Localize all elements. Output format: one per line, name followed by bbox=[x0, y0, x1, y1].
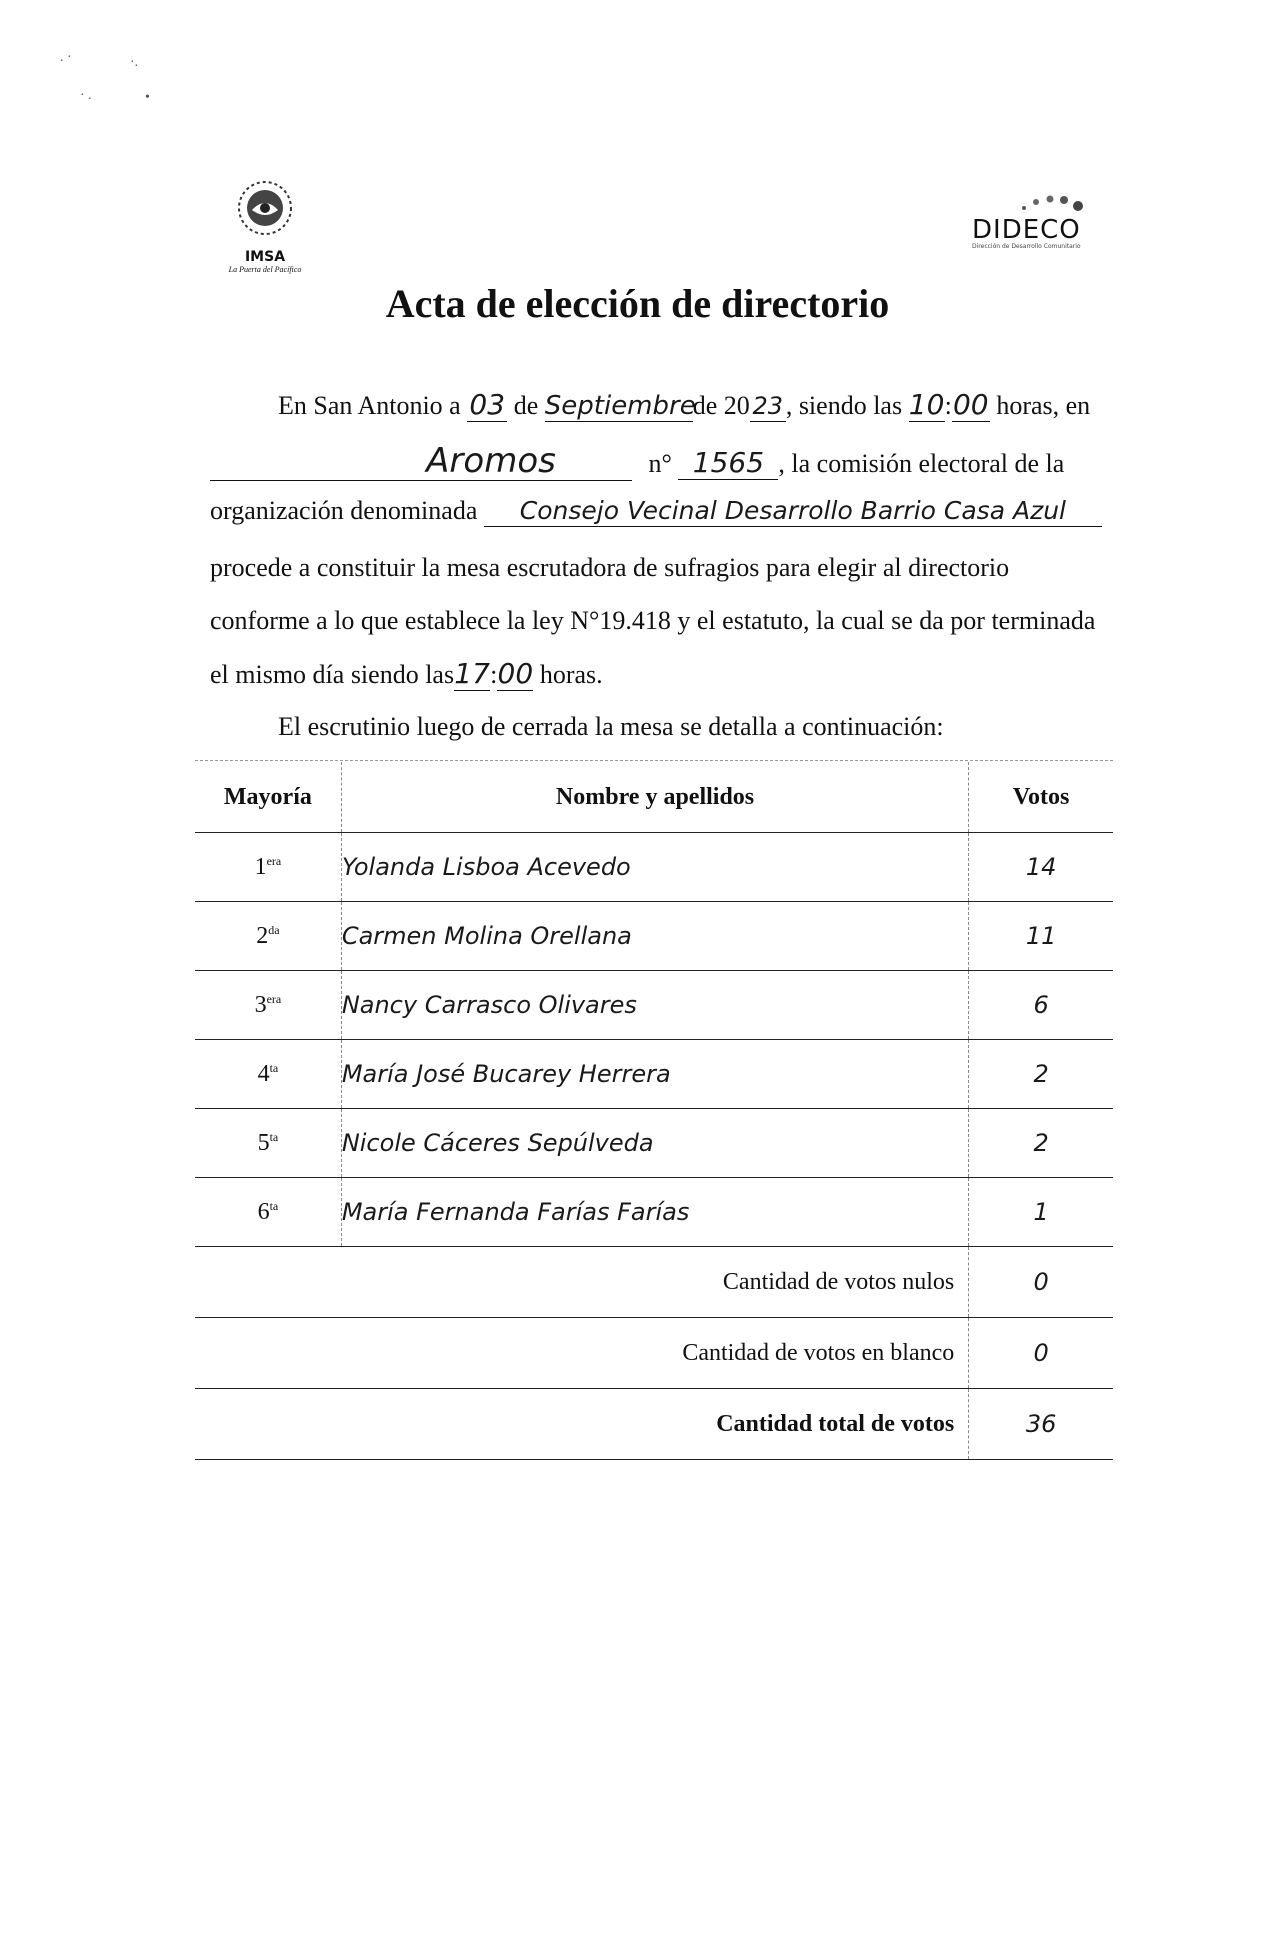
rank-suffix: ta bbox=[269, 1198, 279, 1213]
header-mayoria: Mayoría bbox=[195, 762, 341, 833]
header-votos: Votos bbox=[969, 762, 1113, 833]
minute-value: 00 bbox=[952, 388, 989, 421]
nulos-label: Cantidad de votos nulos bbox=[195, 1247, 969, 1318]
total-value: 36 bbox=[969, 1389, 1113, 1460]
paragraph-line-4: procede a constituir la mesa escrutadora de sufragios para elegir al directorio bbox=[210, 553, 1010, 582]
paragraph-line-7: El escrutinio luego de cerrada la mesa se detalla a continuación: bbox=[278, 712, 944, 741]
text-fragment: de 20 bbox=[692, 391, 750, 420]
header-nombre: Nombre y apellidos bbox=[341, 762, 968, 833]
month-field bbox=[544, 391, 696, 422]
end-hour-value: 17 bbox=[454, 657, 490, 690]
table-header-row bbox=[195, 762, 1113, 833]
candidate-votes: 11 bbox=[969, 902, 1113, 971]
imsa-logo bbox=[210, 178, 320, 273]
rank-cell bbox=[195, 902, 341, 971]
blanco-label: Cantidad de votos en blanco bbox=[195, 1318, 969, 1389]
text-fragment: horas. bbox=[539, 660, 603, 689]
text-fragment: , siendo las bbox=[785, 391, 903, 420]
rank-suffix: ta bbox=[269, 1129, 279, 1144]
hour-value: 10 bbox=[908, 388, 945, 421]
rank-cell bbox=[195, 1109, 341, 1178]
candidate-votes: 14 bbox=[969, 833, 1113, 902]
table-row bbox=[195, 833, 1113, 902]
total-label: Cantidad total de votos bbox=[195, 1389, 969, 1460]
address-number-value: 1565 bbox=[692, 446, 765, 479]
candidate-votes: 1 bbox=[969, 1178, 1113, 1247]
scan-speck: • bbox=[145, 90, 150, 105]
total-row bbox=[195, 1389, 1113, 1460]
scan-speck: ·. bbox=[130, 55, 139, 70]
rank-suffix: era bbox=[266, 991, 282, 1006]
end-minute-value: 00 bbox=[497, 657, 534, 690]
scan-speck: · . bbox=[80, 88, 92, 103]
rank-suffix: era bbox=[266, 853, 282, 868]
table-row bbox=[195, 902, 1113, 971]
dideco-dots-icon bbox=[972, 190, 1092, 212]
candidate-votes: 2 bbox=[969, 1109, 1113, 1178]
organization-field bbox=[484, 497, 1102, 527]
table-row bbox=[195, 971, 1113, 1040]
dideco-logo bbox=[972, 190, 1092, 265]
blanco-row bbox=[195, 1318, 1113, 1389]
imsa-emblem-icon bbox=[210, 178, 320, 248]
rank-cell bbox=[195, 833, 341, 902]
rank-number: 4 bbox=[257, 1060, 270, 1087]
table-top-rule bbox=[195, 760, 1113, 761]
text-fragment: En San Antonio a bbox=[278, 391, 461, 420]
table-row bbox=[195, 1040, 1113, 1109]
table-row bbox=[195, 1178, 1113, 1247]
rank-number: 6 bbox=[257, 1198, 270, 1225]
nulos-row bbox=[195, 1247, 1113, 1318]
imsa-logo-text: IMSA bbox=[244, 249, 286, 265]
hour-field bbox=[909, 390, 945, 422]
imsa-logo-motto: La Puerta del Pacífico bbox=[228, 265, 302, 274]
scan-speck: . · bbox=[60, 50, 72, 65]
day-value: 03 bbox=[469, 388, 506, 421]
rank-suffix: da bbox=[268, 922, 280, 937]
candidate-name: María Fernanda Farías Farías bbox=[341, 1178, 968, 1247]
page-title: Acta de elección de directorio bbox=[385, 281, 890, 326]
day-field bbox=[467, 390, 507, 422]
candidate-name: Nancy Carrasco Olivares bbox=[341, 971, 968, 1040]
rank-cell bbox=[195, 1178, 341, 1247]
dideco-logo-text: DIDECO bbox=[972, 215, 1081, 245]
paragraph-line-6: el mismo día siendo las17:00 horas. bbox=[210, 657, 603, 690]
text-fragment: de bbox=[513, 391, 539, 420]
text-fragment: , la comisión electoral de la bbox=[778, 449, 1065, 478]
candidate-votes: 2 bbox=[969, 1040, 1113, 1109]
rank-number: 2 bbox=[256, 922, 269, 949]
rank-cell bbox=[195, 971, 341, 1040]
candidate-name: Nicole Cáceres Sepúlveda bbox=[341, 1109, 968, 1178]
month-value: Septiembre bbox=[544, 391, 696, 421]
candidate-name: Carmen Molina Orellana bbox=[341, 902, 968, 971]
results-table bbox=[195, 762, 1113, 1460]
paragraph-line-3 bbox=[210, 496, 1102, 527]
year-value: 23 bbox=[752, 392, 784, 420]
year-field bbox=[750, 392, 786, 422]
end-hour-field bbox=[454, 659, 490, 691]
dideco-logo-sub: Dirección de Desarrollo Comunitario bbox=[972, 243, 1081, 250]
paragraph-line-1: En San Antonio a 03 de Septiembrede 20 23 , siendo las 10:00 horas, en bbox=[278, 388, 1091, 421]
table-row bbox=[195, 1109, 1113, 1178]
rank-cell bbox=[195, 1040, 341, 1109]
street-field bbox=[210, 443, 632, 481]
text-fragment: el mismo día siendo las bbox=[210, 660, 455, 689]
street-value: Aromos bbox=[426, 441, 556, 481]
rank-suffix: ta bbox=[269, 1060, 279, 1075]
blanco-value: 0 bbox=[969, 1318, 1113, 1389]
paragraph-line-5: conforme a lo que establece la ley N°19.418 y el estatuto, la cual se da por terminada bbox=[210, 606, 1096, 635]
text-fragment: n° bbox=[648, 449, 672, 478]
candidate-name: Yolanda Lisboa Acevedo bbox=[341, 833, 968, 902]
rank-number: 3 bbox=[254, 991, 267, 1018]
paragraph-line-2 bbox=[210, 443, 1064, 481]
end-minute-field bbox=[497, 659, 533, 691]
text-fragment: organización denominada bbox=[210, 496, 478, 525]
candidate-votes: 6 bbox=[969, 971, 1113, 1040]
rank-number: 5 bbox=[257, 1129, 270, 1156]
organization-value: Consejo Vecinal Desarrollo Barrio Casa Azul bbox=[519, 496, 1066, 525]
candidate-name: María José Bucarey Herrera bbox=[341, 1040, 968, 1109]
nulos-value: 0 bbox=[969, 1247, 1113, 1318]
text-fragment: horas, en bbox=[996, 391, 1091, 420]
minute-field bbox=[952, 390, 990, 422]
rank-number: 1 bbox=[254, 853, 267, 880]
address-number-field bbox=[678, 448, 778, 480]
